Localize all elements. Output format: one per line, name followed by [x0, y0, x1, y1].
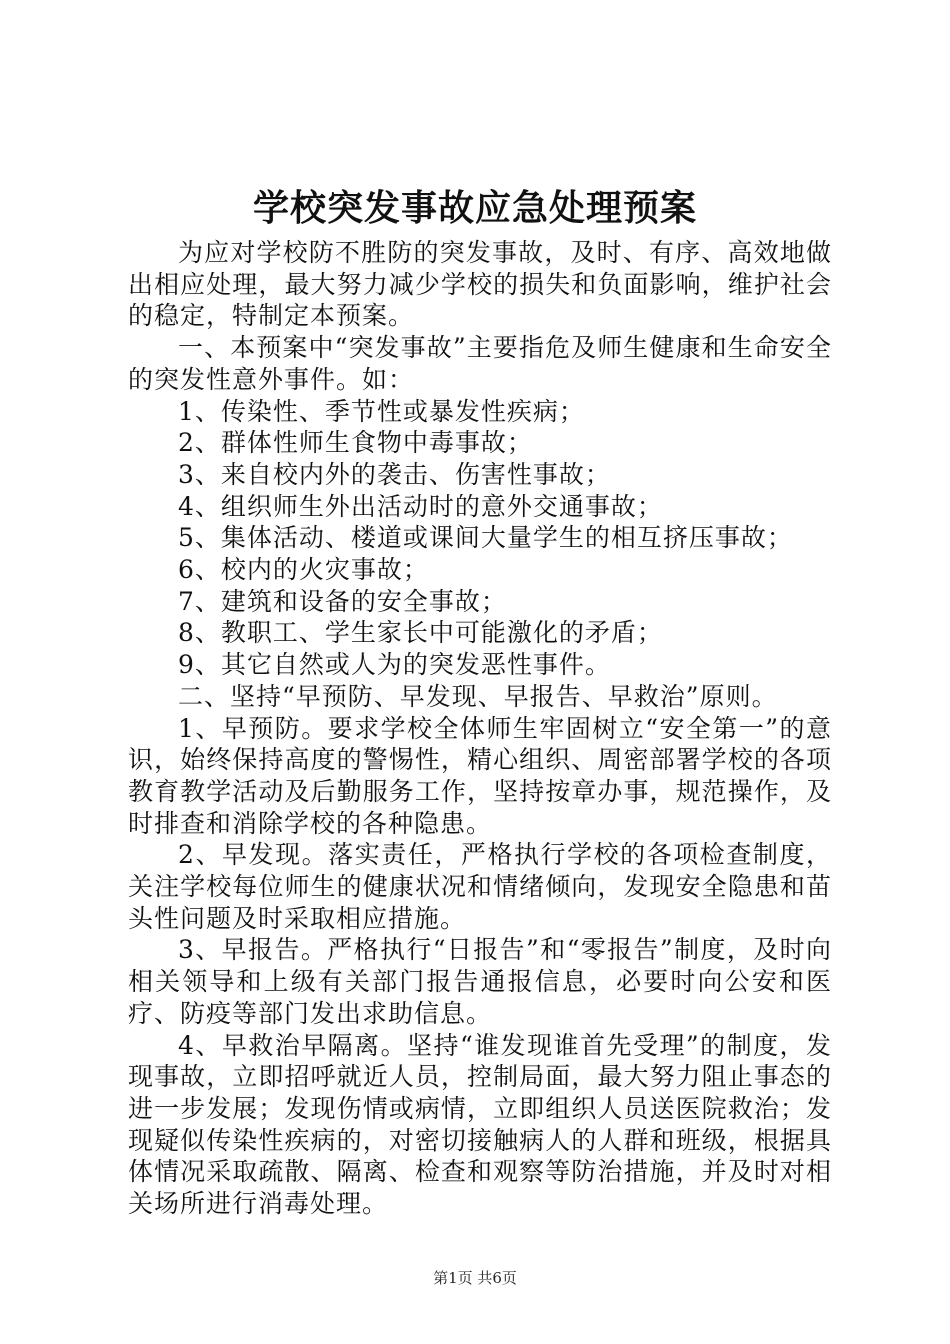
list-item-2: 2、群体性师生食物中毒事故； [178, 428, 533, 458]
list-item-1: 1、传染性、季节性或暴发性疾病； [178, 396, 585, 426]
paragraph-intro: 为应对学校防不胜防的突发事故，及时、有序、高效地做出相应处理，最大努力减少学校的损失和负面影响，维护社会的稳定，特制定本预案。 [128, 238, 832, 331]
paragraph-early-report: 3、早报告。严格执行“日报告”和“零报告”制度，及时向相关领导和上级有关部门报告通报信息，必要时向公安和医疗、防疫等部门发出求助信息。 [128, 935, 832, 1028]
document-title: 学校突发事故应急处理预案 [252, 187, 697, 229]
paragraph-section-1: 一、本预案中“突发事故”主要指危及师生健康和生命安全的突发性意外事件。如： [128, 333, 832, 394]
paragraph-early-treatment: 4、早救治早隔离。坚持“谁发现谁首先受理”的制度，发现事故，立即招呼就近人员，控制局面，最大努力阻止事态的进一步发展；发现伤情或病情，立即组织人员送医院救治；发现疑似传染性疾病的，对密切接触病人的人群和班级，根据具体情况采取疏散、隔离、检查和观察等防治措施，并及时对相关场所进行消毒处理。 [128, 1030, 832, 1219]
list-item-5: 5、集体活动、楼道或课间大量学生的相互挤压事故； [178, 523, 793, 553]
list-item-8: 8、教职工、学生家长中可能激化的矛盾； [178, 618, 663, 648]
list-item-9: 9、其它自然或人为的突发恶性事件。 [178, 650, 611, 680]
page-number-footer: 第1页 共6页 [433, 1269, 517, 1287]
paragraph-section-2: 二、坚持“早预防、早发现、早报告、早救治”原则。 [178, 681, 778, 711]
list-item-4: 4、组织师生外出活动时的意外交通事故； [178, 491, 663, 521]
document-body [128, 237, 832, 1220]
list-item-6: 6、校内的火灾事故； [178, 555, 429, 585]
paragraph-early-prevention: 1、早预防。要求学校全体师生牢固树立“安全第一”的意识，始终保持高度的警惕性，精心组织、周密部署学校的各项教育教学活动及后勤服务工作，坚持按章办事，规范操作，及时排查和消除学校的各种隐患。 [128, 713, 832, 838]
list-item-7: 7、建筑和设备的安全事故； [178, 586, 507, 616]
paragraph-early-detection: 2、早发现。落实责任，严格执行学校的各项检查制度，关注学校每位师生的健康状况和情绪倾向，发现安全隐患和苗头性问题及时采取相应措施。 [128, 840, 832, 933]
list-item-3: 3、来自校内外的袭击、伤害性事故； [178, 459, 611, 489]
